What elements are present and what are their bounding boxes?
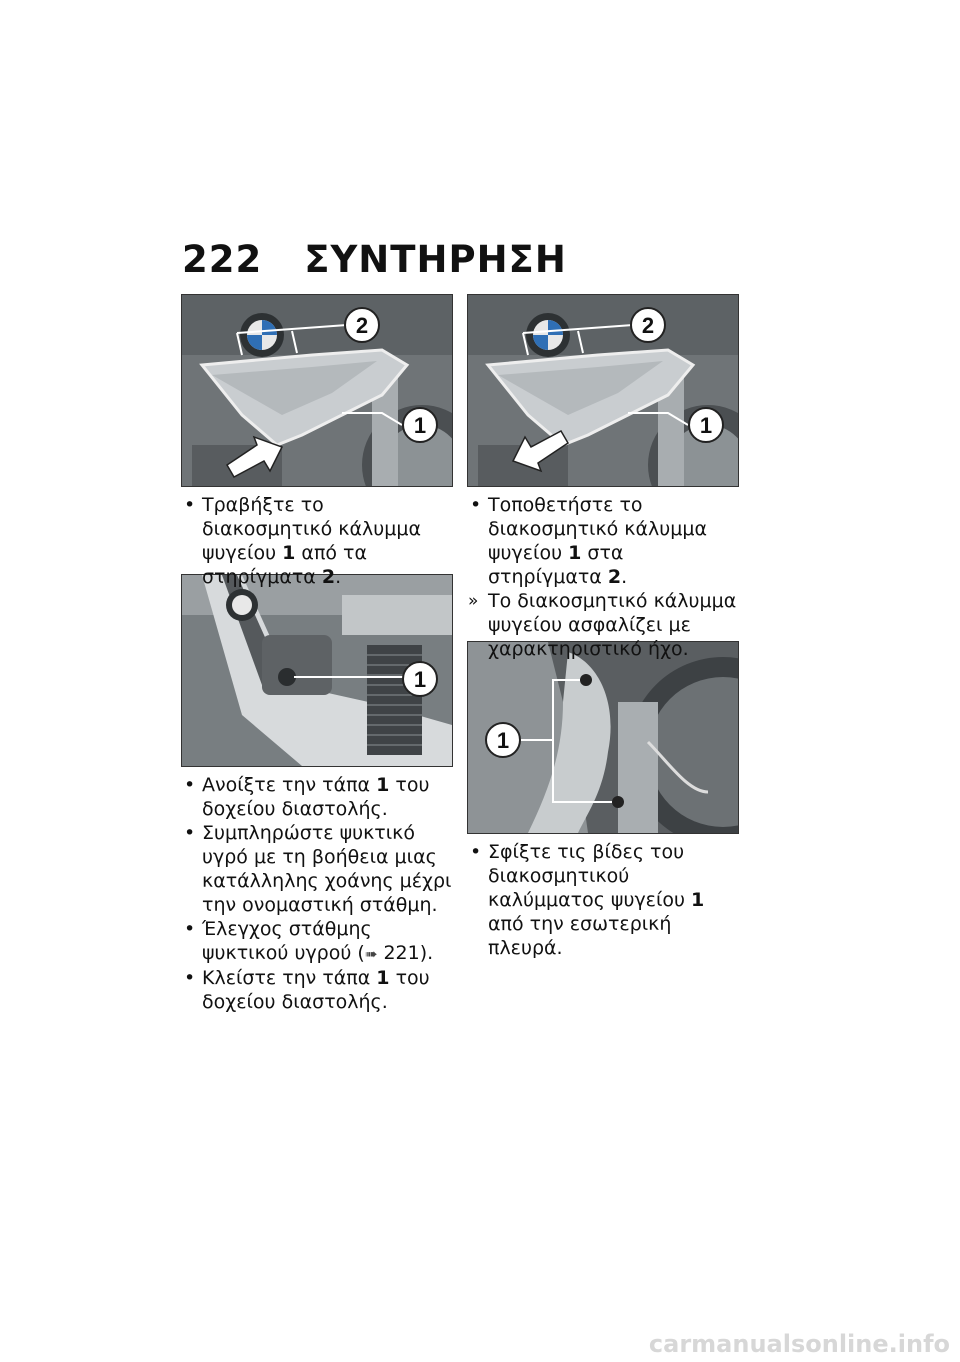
page-title: ΣΥΝΤΗΡΗΣΗ — [304, 238, 567, 281]
bullet-icon: • — [184, 967, 196, 989]
result-item: » Το διακοσμητικό κάλυμμα ψυγείου ασφαλίζει με χαρακτηριστικό ήχο. — [468, 590, 737, 660]
list-item: • Ανοίξτε την τάπα 1 του δοχείου διαστολής. — [184, 774, 430, 820]
left-steps-block — [182, 773, 457, 1014]
callout-1: 1 — [699, 413, 713, 438]
figure-install-cover — [467, 294, 739, 487]
list-item: • Έλεγχος στάθμης ψυκτικού υγρού (➠ 221). — [184, 918, 434, 964]
watermark[interactable]: carmanualsonline.info — [648, 1330, 950, 1358]
page-reference[interactable]: 221 — [383, 942, 420, 964]
callout-2: 2 — [355, 313, 369, 338]
bullet-icon: • — [470, 841, 482, 863]
bullet-icon: • — [184, 822, 196, 844]
result-icon: » — [468, 591, 479, 611]
figure-inner-screws — [467, 641, 739, 834]
figure-remove-cover — [181, 294, 453, 487]
page-header — [182, 238, 567, 281]
list-item: • Τραβήξτε το διακοσμητικό κάλυμμα ψυγείου 1 από τα στηρίγματα 2. — [184, 494, 421, 588]
figure-expansion-tank — [181, 574, 453, 767]
bullet-icon: • — [470, 494, 482, 516]
bullet-icon: • — [184, 774, 196, 796]
page-number: 222 — [182, 238, 263, 281]
list-item: • Τοποθετήστε το διακοσμητικό κάλυμμα ψυγείου 1 στα στηρίγματα 2. — [470, 494, 707, 588]
callout-1: 1 — [413, 667, 427, 692]
callout-2: 2 — [641, 313, 655, 338]
bullet-icon: • — [184, 494, 196, 516]
list-item: • Συμπληρώστε ψυκτικό υγρό με τη βοήθεια μιας κατάλληλης χοάνης μέχρι την ονομαστική στάθμη. — [184, 822, 452, 916]
left-step-1-block — [182, 493, 457, 589]
right-step-2-block — [468, 840, 743, 960]
bullet-icon: • — [184, 918, 196, 940]
callout-1: 1 — [413, 413, 427, 438]
list-item: • Σφίξτε τις βίδες του διακοσμητικού καλύμματος ψυγείου 1 από την εσωτερική πλευρά. — [470, 841, 705, 959]
list-item: • Κλείστε την τάπα 1 του δοχείου διαστολής. — [184, 967, 430, 1013]
right-step-1-block — [468, 493, 743, 661]
callout-1: 1 — [496, 728, 510, 753]
arrow-right-icon: ➠ — [364, 945, 378, 963]
